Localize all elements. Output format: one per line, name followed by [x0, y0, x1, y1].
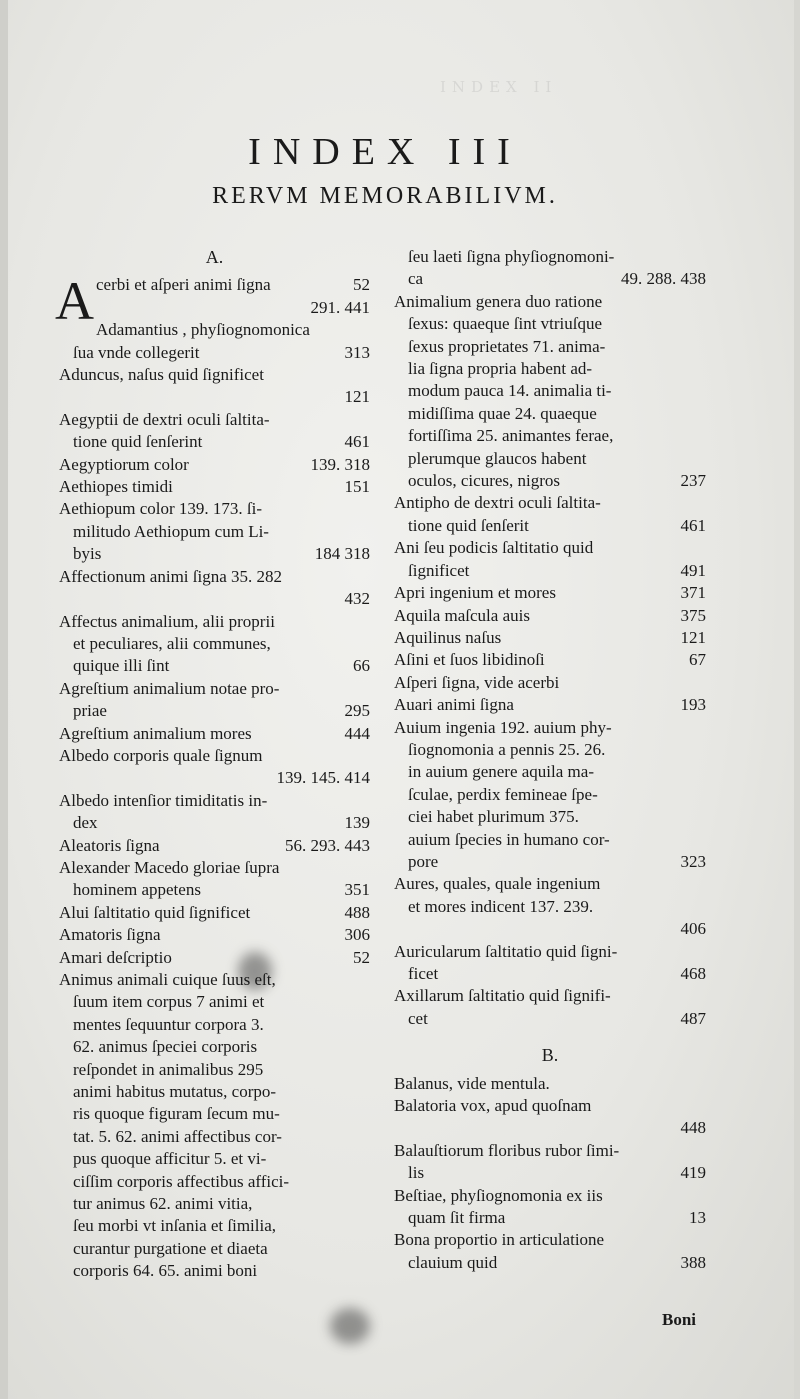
- index-line: [394, 246, 706, 268]
- index-line: [394, 672, 706, 694]
- page-reference: 184 318: [314, 544, 370, 564]
- entry-text: ſculae, perdix femineae ſpe-: [408, 784, 598, 804]
- index-line: [394, 941, 706, 963]
- index-line: [59, 588, 370, 610]
- entry-text: in auium genere aquila ma-: [408, 762, 594, 782]
- index-line: [59, 1193, 370, 1215]
- index-line: [394, 358, 706, 380]
- index-line: [394, 313, 706, 335]
- page-reference: 491: [680, 560, 706, 580]
- index-line: [394, 1207, 706, 1229]
- index-line: [394, 1185, 706, 1207]
- index-line: [59, 454, 370, 476]
- entry-text: Agreſtium animalium mores: [59, 723, 252, 743]
- page-reference: 388: [680, 1252, 706, 1272]
- page-reference: 432: [344, 589, 370, 609]
- entry-text: Aegyptii de dextri oculi ſaltita-: [59, 409, 270, 429]
- index-line: [394, 403, 706, 425]
- index-line: [394, 605, 706, 627]
- drop-cap: A: [55, 271, 94, 332]
- index-line: [394, 336, 706, 358]
- entry-text: Antipho de dextri oculi ſaltita-: [394, 493, 601, 513]
- index-line: [59, 969, 370, 991]
- page-reference: 448: [680, 1118, 706, 1138]
- index-line: [59, 857, 370, 879]
- entry-text: Albedo corporis quale ſignum: [59, 745, 263, 765]
- page-reference: 295: [344, 701, 370, 721]
- index-line: [394, 582, 706, 604]
- entry-text: Aures, quales, quale ingenium: [394, 874, 601, 894]
- index-line: [394, 425, 706, 447]
- entry-text: Ani ſeu podicis ſaltitatio quid: [394, 538, 594, 558]
- entry-text: Aſini et ſuos libidinoſi: [394, 650, 545, 670]
- index-line: [394, 784, 706, 806]
- index-line: [59, 767, 370, 789]
- entry-text: [59, 387, 63, 406]
- index-line: [394, 1095, 706, 1117]
- index-line: [59, 1238, 370, 1260]
- entry-text: Balauſtiorum floribus rubor ſimi-: [394, 1140, 620, 1160]
- entry-text: Alexander Macedo gloriae ſupra: [59, 857, 280, 877]
- index-line: [59, 611, 370, 633]
- index-line: [59, 1103, 370, 1125]
- index-line: [59, 409, 370, 431]
- left-index-column: [55, 246, 370, 1283]
- page-reference: 121: [680, 627, 706, 647]
- ink-stain: [330, 1308, 370, 1344]
- index-line: [59, 498, 370, 520]
- entry-text: ſignificet: [408, 560, 470, 580]
- index-line: [394, 1229, 706, 1251]
- page-reference: 13: [689, 1208, 706, 1228]
- page-reference: 52: [353, 275, 370, 295]
- index-line: [59, 1059, 370, 1081]
- page-reference: 375: [680, 605, 706, 625]
- index-line: [394, 1252, 706, 1274]
- page-reference: 487: [680, 1008, 706, 1028]
- entry-text: ciſſim corporis affectibus affici-: [73, 1171, 290, 1191]
- index-line: [394, 627, 706, 649]
- entry-text: Adamantius , phyſiognomonica: [96, 320, 310, 340]
- page-reference: 306: [344, 925, 370, 945]
- entry-text: quam ſit firma: [408, 1208, 506, 1228]
- page-reference: 406: [680, 919, 706, 939]
- index-line: [59, 566, 370, 588]
- entry-text: modum pauca 14. animalia ti-: [408, 381, 612, 401]
- index-line: [59, 745, 370, 767]
- index-line: [394, 829, 706, 851]
- page-reference: 56. 293. 443: [285, 835, 370, 855]
- page-reference: 49. 288. 438: [621, 269, 706, 289]
- entry-text: ſeu laeti ſigna phyſiognomoni-: [408, 247, 615, 266]
- index-line: [59, 879, 370, 901]
- entry-text: Auari animi ſigna: [394, 695, 514, 715]
- page-subtitle: RERVM MEMORABILIVM.: [212, 183, 558, 209]
- entry-text: tur animus 62. animi vitia,: [73, 1194, 253, 1214]
- entry-text: Aquilinus naſus: [394, 627, 502, 647]
- index-line: [394, 873, 706, 895]
- entry-text: Alui ſaltitatio quid ſignificet: [59, 902, 251, 922]
- entry-text: corporis 64. 65. animi boni: [73, 1261, 258, 1281]
- entry-text: Aquila maſcula auis: [394, 605, 530, 625]
- index-line: [59, 1036, 370, 1058]
- index-line: [59, 476, 370, 498]
- entry-text: oculos, cicures, nigros: [408, 471, 561, 491]
- entry-text: ſexus: quaeque ſint vtriuſque: [408, 314, 603, 334]
- entry-text: cet: [408, 1008, 428, 1028]
- entry-text: mentes ſequuntur corpora 3.: [73, 1014, 264, 1034]
- index-line: [394, 268, 706, 290]
- entry-text: dex: [73, 813, 98, 833]
- entry-text: midiſſima quae 24. quaeque: [408, 403, 597, 423]
- index-line: [394, 1073, 706, 1095]
- index-line: [59, 1014, 370, 1036]
- index-line: [59, 633, 370, 655]
- index-line: [394, 560, 706, 582]
- page-reference: 66: [353, 656, 370, 676]
- index-line: [59, 1081, 370, 1103]
- entry-text: ſuum item corpus 7 animi et: [73, 992, 265, 1012]
- section-heading-b: B.: [541, 1045, 559, 1066]
- entry-text: Aethiopum color 139. 173. ſi-: [59, 499, 263, 519]
- entry-text: Amatoris ſigna: [59, 925, 161, 945]
- page-reference: 151: [344, 477, 370, 497]
- entry-text: [394, 1118, 398, 1137]
- index-line: [394, 515, 706, 537]
- entry-text: Aegyptiorum color: [59, 454, 189, 474]
- entry-text: pore: [408, 851, 439, 871]
- entry-text: Beſtiae, phyſiognomonia ex iis: [394, 1185, 603, 1205]
- page-reference: 371: [680, 583, 706, 603]
- index-line: [394, 806, 706, 828]
- entry-text: Aleatoris ſigna: [59, 835, 160, 855]
- entry-text: byis: [73, 544, 102, 564]
- right-index-column: [394, 246, 706, 1274]
- page-reference: 461: [344, 432, 370, 452]
- index-line: [394, 918, 706, 940]
- page-reference: 139. 145. 414: [276, 768, 370, 788]
- entry-text: Axillarum ſaltitatio quid ſignifi-: [394, 986, 611, 1006]
- index-line: [394, 1140, 706, 1162]
- index-line: [394, 649, 706, 671]
- index-line: [59, 700, 370, 722]
- entry-text: quique illi ſint: [73, 656, 170, 676]
- entry-text: ciei habet plurimum 375.: [408, 807, 579, 827]
- page-reference: 193: [680, 695, 706, 715]
- entry-text: Affectionum animi ſigna 35. 282: [59, 566, 283, 586]
- page-reference: 488: [344, 902, 370, 922]
- index-line: [59, 543, 370, 565]
- entry-text: Affectus animalium, alii proprii: [59, 611, 275, 631]
- index-line: [59, 723, 370, 745]
- index-line: [394, 1162, 706, 1184]
- entry-text: tione quid ſenſerit: [408, 515, 529, 535]
- index-line: [59, 319, 370, 341]
- index-line: [59, 386, 370, 408]
- page-reference: 67: [689, 650, 706, 670]
- entry-text: Bona proportio in articulatione: [394, 1230, 605, 1250]
- index-line: [394, 896, 706, 918]
- section-heading-a: A.: [205, 247, 224, 267]
- entry-text: reſpondet in animalibus 295: [73, 1059, 264, 1079]
- page-reference: 468: [680, 964, 706, 983]
- index-line: [59, 521, 370, 543]
- entry-text: pus quoque afficitur 5. et vi-: [73, 1149, 267, 1169]
- entry-text: Aſperi ſigna, vide acerbi: [394, 672, 560, 692]
- entry-text: et peculiares, alii communes,: [73, 633, 271, 653]
- page-reference: 237: [680, 471, 706, 491]
- index-line: [59, 835, 370, 857]
- entry-text: animi habitus mutatus, corpo-: [73, 1082, 277, 1102]
- index-line: [394, 537, 706, 559]
- index-line: [394, 470, 706, 492]
- entry-text: et mores indicent 137. 239.: [408, 896, 594, 916]
- entry-text: ris quoque figuram ſecum mu-: [73, 1104, 280, 1124]
- index-line: [394, 1117, 706, 1139]
- entry-text: Auium ingenia 192. auium phy-: [394, 717, 612, 737]
- page-reference: 139: [344, 813, 370, 833]
- index-line: [394, 963, 706, 985]
- index-line: [59, 1215, 370, 1237]
- entry-text: lis: [408, 1163, 425, 1183]
- entry-text: Apri ingenium et mores: [394, 583, 556, 603]
- index-line: [394, 448, 706, 470]
- entry-text: Aethiopes timidi: [59, 477, 173, 497]
- page-reference: 419: [680, 1163, 706, 1183]
- bleed-through-text: INDEX II: [440, 78, 558, 96]
- index-line: [394, 717, 706, 739]
- entry-text: hominem appetens: [73, 880, 201, 900]
- index-line: [59, 342, 370, 364]
- index-line: [394, 851, 706, 873]
- page-reference: 291. 441: [310, 297, 370, 317]
- index-line: [59, 1126, 370, 1148]
- index-line: [59, 902, 370, 924]
- index-line: [59, 1260, 370, 1282]
- entry-text: ca: [408, 269, 424, 289]
- entry-text: plerumque glaucos habent: [408, 448, 587, 468]
- page-reference: 444: [344, 723, 370, 743]
- index-line: [59, 991, 370, 1013]
- entry-text: clauium quid: [408, 1252, 498, 1272]
- entry-text: curantur purgatione et diaeta: [73, 1238, 268, 1258]
- page-reference: 139. 318: [310, 454, 370, 474]
- section-gap: [394, 1030, 706, 1044]
- entry-text: [59, 768, 63, 787]
- entry-text: Aduncus, naſus quid ſignificet: [59, 365, 264, 385]
- index-line: [394, 492, 706, 514]
- entry-text: Agreſtium animalium notae pro-: [59, 678, 280, 698]
- index-line: [394, 739, 706, 761]
- page-reference: 323: [680, 851, 706, 871]
- index-line: [394, 985, 706, 1007]
- entry-text: Balanus, vide mentula.: [394, 1073, 550, 1093]
- entry-text: militudo Aethiopum cum Li-: [73, 521, 269, 541]
- index-line: [59, 1171, 370, 1193]
- entry-text: lia ſigna propria habent ad-: [408, 359, 593, 379]
- entry-text: Animalium genera duo ratione: [394, 291, 603, 311]
- index-line: [59, 297, 370, 319]
- entry-text: Balatoria vox, apud quoſnam: [394, 1096, 592, 1116]
- entry-text: ficet: [408, 964, 439, 983]
- entry-text: fortiſſima 25. animantes ferae,: [408, 426, 614, 446]
- index-line: [59, 1148, 370, 1170]
- page-reference: 121: [344, 387, 370, 407]
- page-reference: 461: [680, 515, 706, 535]
- entry-text: priae: [73, 701, 107, 721]
- page-reference: 351: [344, 880, 370, 900]
- index-line: [59, 812, 370, 834]
- entry-text: Auricularum ſaltitatio quid ſigni-: [394, 941, 618, 961]
- catchword: Boni: [662, 1310, 697, 1329]
- entry-text: Amari deſcriptio: [59, 947, 172, 967]
- entry-text: ſexus proprietates 71. anima-: [408, 336, 606, 356]
- index-line: [59, 924, 370, 946]
- index-line: [59, 655, 370, 677]
- index-line: [59, 364, 370, 386]
- entry-text: Albedo intenſior timiditatis in-: [59, 790, 268, 810]
- index-line: [59, 947, 370, 969]
- page-edge-right: [794, 0, 800, 1399]
- entry-text: [96, 298, 100, 317]
- index-line: [394, 1008, 706, 1030]
- index-line: [394, 694, 706, 716]
- entry-text: ſeu morbi vt inſania et ſimilia,: [73, 1216, 277, 1236]
- index-line: [59, 790, 370, 812]
- entry-text: auium ſpecies in humano cor-: [408, 829, 610, 849]
- entry-text: tat. 5. 62. animi affectibus cor-: [73, 1126, 282, 1146]
- entry-text: 62. animus ſpeciei corporis: [73, 1037, 258, 1057]
- page-title: INDEX III: [248, 131, 522, 173]
- entry-text: [394, 919, 398, 938]
- index-line: [59, 431, 370, 453]
- index-line: [394, 380, 706, 402]
- entry-text: ſua vnde collegerit: [73, 342, 200, 362]
- entry-text: ſiognomonia a pennis 25. 26.: [408, 739, 606, 759]
- page-reference: 313: [344, 342, 370, 362]
- page-reference: 52: [353, 947, 370, 967]
- entry-text: Animus animali cuique ſuus eſt,: [59, 970, 276, 989]
- entry-text: tione quid ſenſerint: [73, 432, 203, 452]
- index-line: [59, 678, 370, 700]
- entry-text: cerbi et aſperi animi ſigna: [96, 275, 271, 295]
- index-line: [394, 761, 706, 783]
- index-line: [394, 291, 706, 313]
- entry-text: [59, 589, 63, 608]
